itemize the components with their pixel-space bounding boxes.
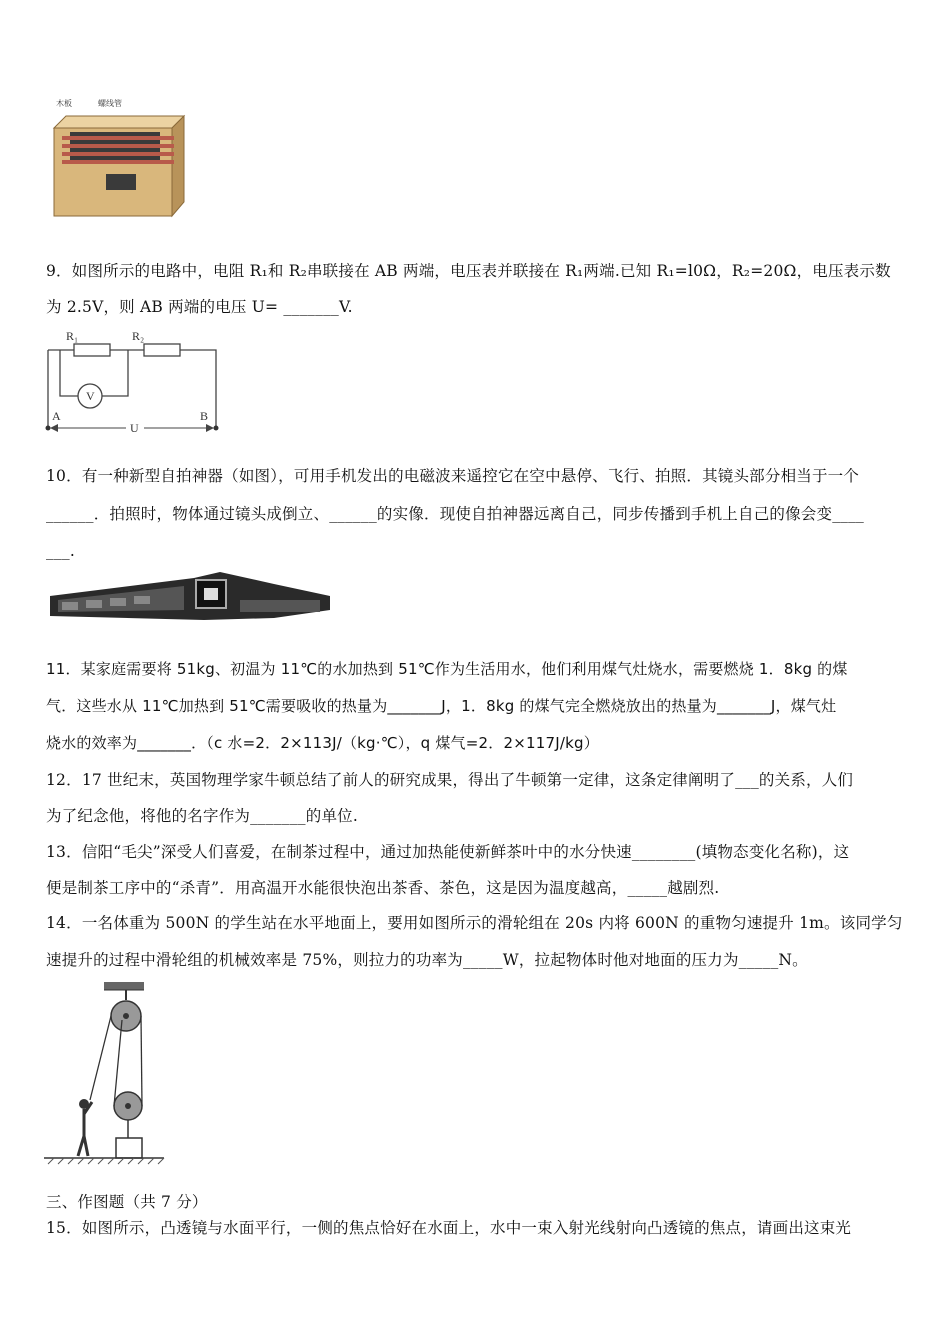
svg-text:V: V	[86, 389, 95, 403]
q12-line2: 为了纪念他，将他的名字作为_______的单位.	[46, 807, 358, 825]
q10-line3: ___.	[46, 542, 75, 560]
svg-text:A: A	[52, 409, 61, 423]
pulley-figure	[44, 980, 168, 1168]
section-3-heading: 三、作图题（共 7 分）	[46, 1193, 208, 1211]
circuit-figure	[44, 328, 224, 436]
q9-line1: 9．如图所示的电路中，电阻 R₁和 R₂串联接在 AB 两端，电压表并联接在 R₁两端.已知 R₁=l0Ω，R₂=20Ω，电压表示数	[46, 262, 891, 280]
q10-line2: ______．拍照时，物体通过镜头成倒立、______的实像．现使自拍神器远离自己，同步传播到手机上自己的像会变____	[46, 505, 865, 523]
q14-line2: 速提升的过程中滑轮组的机械效率是 75%，则拉力的功率为_____W，拉起物体时他对地面的压力为_____N。	[46, 951, 808, 969]
board-solenoid-figure	[46, 98, 186, 230]
svg-text:R₁: R₁	[66, 329, 79, 343]
svg-text:R₂: R₂	[132, 329, 145, 343]
q13-line2: 便是制茶工序中的“杀青”．用高温开水能很快泡出茶香、茶色，这是因为温度越高，_____越剧烈.	[46, 879, 720, 897]
svg-text:U: U	[130, 421, 139, 435]
q13-line1: 13．信阳“毛尖”深受人们喜爱，在制茶过程中，通过加热能使新鲜茶叶中的水分快速________(填物态变化名称)，这	[46, 843, 850, 861]
fig-label-solenoid: 螺线管	[98, 99, 122, 108]
q15-line1: 15．如图所示，凸透镜与水面平行，一侧的焦点恰好在水面上，水中一束入射光线射向凸透镜的焦点，请画出这束光	[46, 1219, 852, 1237]
q14-line1: 14．一名体重为 500N 的学生站在水平地面上，要用如图所示的滑轮组在 20s 内将 600N 的重物匀速提升 1m。该同学匀	[46, 914, 903, 932]
resistor-r2	[144, 344, 180, 356]
q11-line1: 11．某家庭需要将 51kg、初温为 11℃的水加热到 51℃作为生活用水，他们利用煤气灶烧水，需要燃烧 1．8kg 的煤	[46, 660, 848, 678]
q11-line2: 气．这些水从 11℃加热到 51℃需要吸收的热量为_______J，1．8kg 的煤气完全燃烧放出的热量为_______J，煤气灶	[46, 697, 837, 715]
resistor-r1	[74, 344, 110, 356]
q9-line2: 为 2.5V，则 AB 两端的电压 U= _______V.	[46, 298, 353, 316]
q12-line1: 12．17 世纪末，英国物理学家牛顿总结了前人的研究成果，得出了牛顿第一定律，这条定律阐明了___的关系，人们	[46, 771, 854, 789]
selfie-drone-figure	[44, 570, 334, 622]
q10-line1: 10．有一种新型自拍神器（如图），可用手机发出的电磁波来遥控它在空中悬停、飞行、拍照．其镜头部分相当于一个	[46, 467, 860, 485]
fig-label-board: 木板	[56, 99, 72, 108]
svg-text:B: B	[200, 409, 209, 423]
q11-line3: 烧水的效率为_______．（c 水=2．2×113J/（kg·℃），q 煤气=2．2×117J/kg）	[46, 734, 599, 752]
